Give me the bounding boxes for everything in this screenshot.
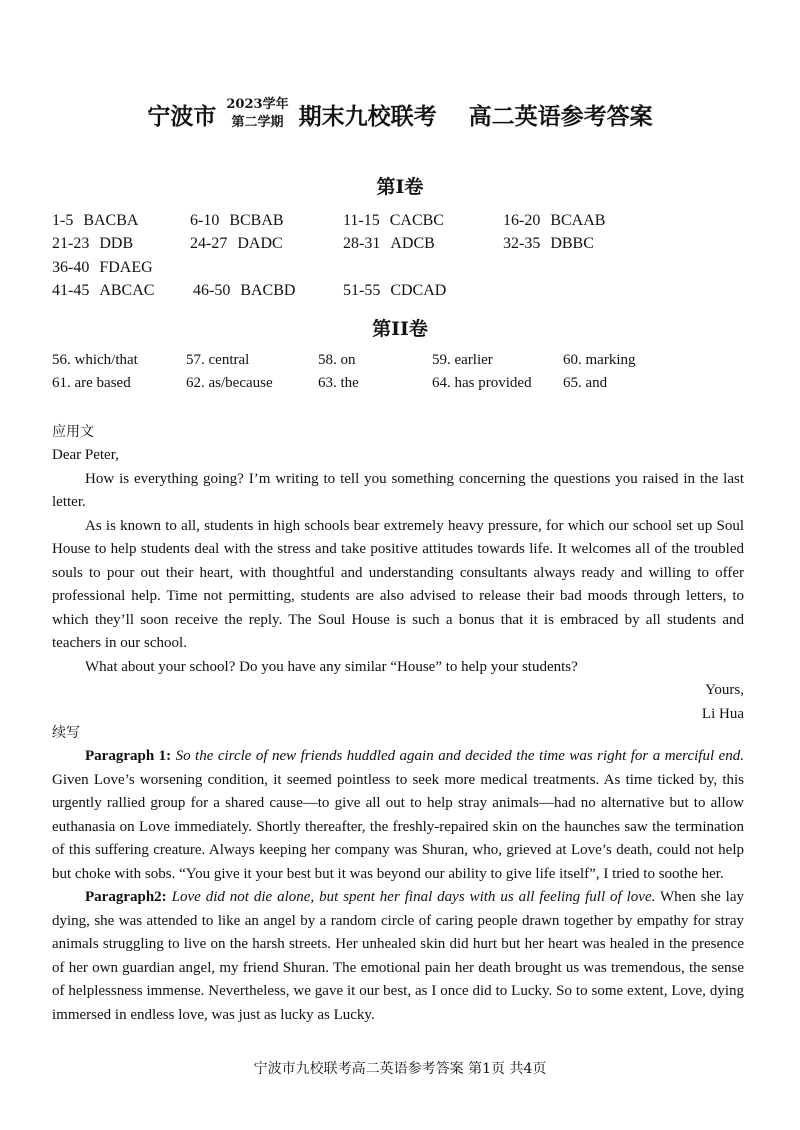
letter-signature: Li Hua: [701, 705, 744, 722]
letter-closing: Yours,: [705, 682, 744, 698]
title-exam: 期末九校联考: [298, 102, 437, 130]
answer-group: 1-5 BACBA: [52, 212, 139, 229]
fill-answer: 58. on: [318, 352, 356, 368]
title-city: 宁波市: [147, 102, 217, 130]
title-year: 2023学年: [226, 97, 289, 112]
fill-answer: 63. the: [318, 375, 359, 391]
continuation-paragraph-1: [52, 745, 744, 886]
letter-body: [52, 444, 744, 726]
answer-group: 32-35 DBBC: [503, 235, 594, 252]
fill-answer: 56. which/that: [52, 352, 138, 368]
answer-group: 28-31 ADCB: [343, 235, 435, 252]
page-footer: 宁波市九校联考高二英语参考答案 第1页 共4页: [253, 1061, 547, 1077]
title-semester: 第二学期: [231, 115, 284, 130]
paragraph-label: Paragraph 1:: [85, 748, 172, 764]
page-title: [0, 96, 800, 132]
letter-greeting: Dear Peter,: [52, 447, 119, 463]
fill-answer: 64. has provided: [432, 375, 532, 391]
continuation-paragraph-2: [52, 886, 744, 1027]
letter-paragraph: As is known to all, students in high schools bear extremely heavy pressure, for which our school set up Soul House to help students deal with the stress and take positive attitudes towards life. It welcomes all of the troubled souls to pour out their heart, with thoughtful and understanding consultants always ready and willing to offer professional help. Time not permitting, students are also advised to release their bad moods through letters, to which they’ll soon receive the reply. The Soul House is such a bonus that it is embraced by all students and teachers in our school.: [52, 517, 744, 651]
fill-answer: 59. earlier: [432, 352, 493, 368]
section-label-continuation: 续写: [52, 725, 80, 741]
title-subject: 高二英语参考答案: [468, 102, 653, 130]
letter-paragraph: What about your school? Do you have any similar “House” to help your students?: [85, 658, 578, 675]
fill-answer: 60. marking: [563, 352, 636, 368]
title-term: [226, 96, 288, 132]
letter-paragraph: How is everything going? I’m writing to tell you something concerning the questions you raised in the last letter.: [52, 470, 744, 510]
answer-group: 46-50 BACBD: [193, 282, 296, 299]
paragraph-text: When she lay dying, she was attended to like an angel by a random circle of caring people drawn together by empathy for stray animals struggling to live on the harsh streets. Her unhealed skin did hurt but her heart was healed in the presence of her own guardian angel, my friend Shuran. The emotional pain her death brought us was tremendous, the sense of helplessness immense. Nevertheless, we gave it our best, as I once did to Lucky. So to some extent, Love, dying immersed in endless love, was just as lucky as Lucky.: [52, 889, 745, 1023]
fill-answer: 57. central: [186, 352, 250, 368]
answer-group: 41-45 ABCAC: [52, 282, 155, 299]
section1-heading: 第I卷: [376, 176, 424, 198]
section2-heading: 第II卷: [372, 318, 428, 340]
answer-group: 11-15 CACBC: [343, 212, 444, 229]
section-label-letter: 应用文: [52, 424, 94, 440]
answer-group: 51-55 CDCAD: [343, 282, 447, 299]
paragraph-lead: So the circle of new friends huddled again and decided the time was right for a merciful end.: [175, 748, 744, 764]
fill-answer: 65. and: [563, 375, 608, 391]
answer-group: 21-23 DDB: [52, 235, 134, 252]
paragraph-label: Paragraph2:: [85, 889, 167, 905]
fill-answer: 62. as/because: [186, 375, 273, 391]
fill-answer: 61. are based: [52, 375, 131, 391]
continuation-body: [52, 745, 744, 1027]
paragraph-lead: Love did not die alone, but spent her final days with us all feeling full of love.: [171, 889, 656, 905]
answer-group: 16-20 BCAAB: [503, 212, 606, 229]
answer-group: 24-27 DADC: [190, 235, 283, 252]
answer-group: 36-40 FDAEG: [52, 259, 153, 276]
paragraph-text: Given Love’s worsening condition, it seemed pointless to seek more medical treatments. As time ticked by, this urgently rallied group for a shared cause—to give all out to help stray animals—had no alternative but to allow euthanasia on Love immediately. Shortly thereafter, the freshly-repaired skin on the haunches saw the termination of this suffering creature. Always keeping her company was Shuran, who, grieved at Love’s death, could not help but choke with sobs. “You give it your best but it was beyond our ability to give life itself”, I tried to soothe her.: [52, 771, 744, 882]
answer-group: 6-10 BCBAB: [190, 212, 284, 229]
